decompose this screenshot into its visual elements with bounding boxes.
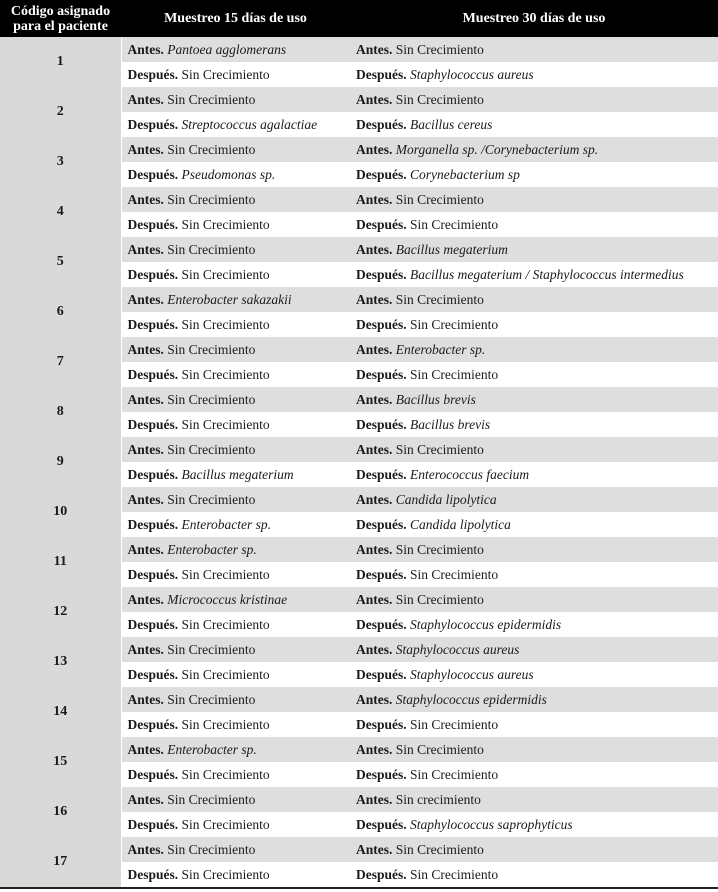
after-label: Después. [127, 416, 179, 432]
result-text: Enterobacter sp. [167, 541, 257, 557]
cell-30-days-before [350, 237, 718, 262]
result-text: Sin Crecimiento [181, 666, 270, 682]
result-text: Sin Crecimiento [181, 366, 270, 382]
before-label: Antes. [127, 491, 164, 507]
after-label: Después. [356, 766, 407, 782]
patient-code: 8 [0, 387, 121, 437]
table-row [0, 387, 718, 412]
patient-code: 4 [0, 187, 121, 237]
after-label: Después. [356, 516, 407, 532]
result-text: Sin Crecimiento [181, 716, 270, 732]
after-label: Después. [127, 666, 179, 682]
result-text: Sin Crecimiento [181, 766, 270, 782]
table-row [0, 87, 718, 112]
result-text: Bacillus megaterium [395, 241, 508, 257]
cell-30-days-before [350, 637, 718, 662]
cell-15-days-before [121, 87, 350, 112]
cell-30-days-after [350, 712, 718, 737]
cell-30-days-after [350, 162, 718, 187]
cell-15-days-before [121, 837, 350, 862]
after-label: Después. [356, 466, 407, 482]
cell-30-days-before [350, 437, 718, 462]
after-label: Después. [356, 316, 407, 332]
result-text: Staphylococcus aureus [410, 66, 534, 82]
after-label: Después. [356, 416, 407, 432]
cell-30-days-before [350, 387, 718, 412]
after-label: Después. [127, 216, 179, 232]
after-label: Después. [356, 716, 407, 732]
cell-30-days-before [350, 837, 718, 862]
cell-30-days-before [350, 337, 718, 362]
before-label: Antes. [127, 791, 164, 807]
after-label: Después. [127, 616, 179, 632]
result-text: Sin Crecimiento [167, 191, 256, 207]
after-label: Después. [127, 816, 179, 832]
after-label: Después. [356, 116, 407, 132]
cell-30-days-after [350, 362, 718, 387]
result-text: Enterobacter sp. [395, 341, 486, 357]
cell-30-days-after [350, 512, 718, 537]
result-text: Sin Crecimiento [167, 91, 256, 107]
result-text: Sin Crecimiento [167, 241, 256, 257]
before-label: Antes. [127, 691, 164, 707]
before-label: Antes. [356, 591, 393, 607]
after-label: Después. [356, 366, 407, 382]
cell-15-days-before [121, 537, 350, 562]
table-row [0, 737, 718, 762]
before-label: Antes. [127, 541, 164, 557]
cell-15-days-before [121, 737, 350, 762]
before-label: Antes. [356, 191, 393, 207]
cell-15-days-after [121, 612, 350, 637]
cell-30-days-after [350, 412, 718, 437]
cell-30-days-after [350, 662, 718, 687]
table-body [0, 37, 718, 888]
after-label: Después. [127, 116, 179, 132]
result-text: Sin Crecimiento [395, 291, 484, 307]
result-text: Sin Crecimiento [181, 266, 270, 282]
before-label: Antes. [356, 541, 393, 557]
table-row [0, 837, 718, 862]
result-text: Enterobacter sakazakii [167, 291, 292, 307]
result-text: Candida lipolytica [395, 491, 497, 507]
cell-30-days-after [350, 112, 718, 137]
table-row [0, 687, 718, 712]
before-label: Antes. [356, 791, 393, 807]
cell-15-days-after [121, 62, 350, 87]
result-text: Sin Crecimiento [410, 866, 499, 882]
cell-30-days-before [350, 587, 718, 612]
before-label: Antes. [356, 341, 393, 357]
header-15-days: Muestreo 15 días de uso [121, 0, 350, 37]
cell-15-days-before [121, 237, 350, 262]
table-row [0, 587, 718, 612]
patient-code: 6 [0, 287, 121, 337]
result-text: Sin Crecimiento [167, 141, 256, 157]
result-text: Sin Crecimiento [167, 791, 256, 807]
cell-15-days-after [121, 812, 350, 837]
patient-code: 2 [0, 87, 121, 137]
before-label: Antes. [127, 241, 164, 257]
result-text: Sin Crecimiento [395, 541, 484, 557]
before-label: Antes. [127, 641, 164, 657]
cell-30-days-after [350, 312, 718, 337]
before-label: Antes. [356, 441, 393, 457]
result-text: Sin Crecimiento [410, 316, 499, 332]
patient-code: 10 [0, 487, 121, 537]
cell-30-days-after [350, 462, 718, 487]
patient-code: 13 [0, 637, 121, 687]
before-label: Antes. [127, 291, 164, 307]
result-text: Sin Crecimiento [167, 391, 256, 407]
result-text: Bacillus brevis [395, 391, 476, 407]
table-header [0, 0, 718, 37]
before-label: Antes. [356, 41, 393, 57]
before-label: Antes. [356, 741, 393, 757]
result-text: Bacillus megaterium [181, 466, 294, 482]
after-label: Después. [127, 866, 179, 882]
patient-code: 17 [0, 837, 121, 888]
cell-15-days-after [121, 162, 350, 187]
result-text: Sin Crecimiento [410, 366, 499, 382]
result-text: Streptococcus agalactiae [181, 116, 318, 132]
cell-15-days-after [121, 462, 350, 487]
result-text: Sin Crecimiento [167, 641, 256, 657]
result-text: Enterobacter sp. [167, 741, 257, 757]
cell-30-days-after [350, 612, 718, 637]
patient-code: 15 [0, 737, 121, 787]
result-text: Corynebacterium sp [410, 166, 520, 182]
cell-30-days-before [350, 137, 718, 162]
result-text: Sin Crecimiento [181, 866, 270, 882]
result-text: Sin Crecimiento [167, 441, 256, 457]
patient-code: 7 [0, 337, 121, 387]
cell-30-days-before [350, 187, 718, 212]
after-label: Después. [356, 566, 407, 582]
cell-15-days-after [121, 662, 350, 687]
cell-15-days-before [121, 787, 350, 812]
cell-30-days-after [350, 862, 718, 888]
patient-code: 12 [0, 587, 121, 637]
result-text: Bacillus brevis [410, 416, 491, 432]
cell-15-days-before [121, 687, 350, 712]
result-text: Sin Crecimiento [395, 41, 484, 57]
patient-code: 9 [0, 437, 121, 487]
result-text: Sin Crecimiento [181, 566, 270, 582]
result-text: Sin Crecimiento [410, 716, 499, 732]
result-text: Sin Crecimiento [181, 816, 270, 832]
before-label: Antes. [127, 391, 164, 407]
table-row [0, 487, 718, 512]
after-label: Después. [127, 316, 179, 332]
cell-30-days-after [350, 562, 718, 587]
after-label: Después. [356, 616, 407, 632]
before-label: Antes. [356, 491, 393, 507]
after-label: Después. [356, 666, 407, 682]
cell-30-days-before [350, 487, 718, 512]
patient-code: 3 [0, 137, 121, 187]
table-row [0, 187, 718, 212]
before-label: Antes. [356, 291, 393, 307]
after-label: Después. [127, 366, 179, 382]
before-label: Antes. [356, 641, 393, 657]
result-text: Sin Crecimiento [181, 216, 270, 232]
cell-30-days-before [350, 737, 718, 762]
cell-15-days-after [121, 212, 350, 237]
cell-15-days-before [121, 37, 350, 62]
result-text: Sin Crecimiento [410, 216, 499, 232]
table-row [0, 287, 718, 312]
result-text: Pantoea agglomerans [167, 41, 287, 57]
before-label: Antes. [356, 691, 393, 707]
result-text: Sin Crecimiento [167, 341, 256, 357]
cell-15-days-after [121, 312, 350, 337]
cell-15-days-after [121, 712, 350, 737]
result-text: Sin Crecimiento [395, 741, 484, 757]
cell-15-days-before [121, 287, 350, 312]
cell-30-days-after [350, 212, 718, 237]
result-text: Sin Crecimiento [181, 66, 270, 82]
result-text: Sin Crecimiento [395, 591, 484, 607]
before-label: Antes. [127, 141, 164, 157]
cell-15-days-after [121, 362, 350, 387]
header-patient-code: Código asignado para el paciente [0, 0, 121, 37]
result-text: Bacillus megaterium / Staphylococcus intermedius [410, 266, 684, 282]
table-row [0, 437, 718, 462]
after-label: Después. [127, 716, 179, 732]
before-label: Antes. [127, 41, 164, 57]
after-label: Después. [127, 266, 179, 282]
result-text: Morganella sp. /Corynebacterium sp. [395, 141, 599, 157]
cell-15-days-before [121, 187, 350, 212]
result-text: Sin crecimiento [395, 791, 481, 807]
patient-code: 1 [0, 37, 121, 87]
cell-30-days-before [350, 287, 718, 312]
patient-code: 14 [0, 687, 121, 737]
cell-30-days-before [350, 37, 718, 62]
result-text: Sin Crecimiento [167, 691, 256, 707]
table-row [0, 337, 718, 362]
after-label: Después. [127, 766, 179, 782]
cell-15-days-after [121, 562, 350, 587]
cell-30-days-before [350, 537, 718, 562]
cell-15-days-after [121, 112, 350, 137]
result-text: Enterococcus faecium [410, 466, 530, 482]
result-text: Sin Crecimiento [410, 766, 499, 782]
after-label: Después. [127, 66, 179, 82]
after-label: Después. [356, 216, 407, 232]
result-text: Bacillus cereus [410, 116, 493, 132]
patient-code: 16 [0, 787, 121, 837]
before-label: Antes. [356, 391, 393, 407]
result-text: Sin Crecimiento [181, 316, 270, 332]
cell-15-days-after [121, 862, 350, 888]
after-label: Después. [127, 466, 179, 482]
result-text: Pseudomonas sp. [181, 166, 276, 182]
result-text: Staphylococcus aureus [410, 666, 534, 682]
table-row [0, 237, 718, 262]
result-text: Sin Crecimiento [395, 441, 484, 457]
after-label: Después. [356, 866, 407, 882]
header-30-days: Muestreo 30 días de uso [350, 0, 718, 37]
cell-15-days-before [121, 437, 350, 462]
table-row [0, 787, 718, 812]
before-label: Antes. [127, 841, 164, 857]
result-text: Staphylococcus epidermidis [410, 616, 562, 632]
after-label: Después. [356, 266, 407, 282]
after-label: Después. [356, 166, 407, 182]
before-label: Antes. [127, 341, 164, 357]
before-label: Antes. [356, 841, 393, 857]
cell-15-days-after [121, 512, 350, 537]
table-row [0, 37, 718, 62]
result-text: Sin Crecimiento [395, 841, 484, 857]
table-row [0, 537, 718, 562]
result-text: Sin Crecimiento [410, 566, 499, 582]
cell-30-days-before [350, 87, 718, 112]
cell-15-days-before [121, 337, 350, 362]
cell-15-days-after [121, 762, 350, 787]
result-text: Sin Crecimiento [395, 191, 484, 207]
cell-15-days-before [121, 637, 350, 662]
after-label: Después. [356, 816, 407, 832]
after-label: Después. [127, 166, 179, 182]
table-row [0, 137, 718, 162]
result-text: Staphylococcus saprophyticus [410, 816, 573, 832]
before-label: Antes. [127, 191, 164, 207]
cell-15-days-before [121, 387, 350, 412]
result-text: Sin Crecimiento [167, 491, 256, 507]
result-text: Sin Crecimiento [395, 91, 484, 107]
cell-30-days-before [350, 787, 718, 812]
cell-15-days-after [121, 262, 350, 287]
after-label: Después. [127, 566, 179, 582]
result-text: Micrococcus kristinae [167, 591, 288, 607]
result-text: Enterobacter sp. [181, 516, 271, 532]
result-text: Sin Crecimiento [167, 841, 256, 857]
result-text: Staphylococcus epidermidis [395, 691, 547, 707]
before-label: Antes. [356, 91, 393, 107]
cell-15-days-before [121, 137, 350, 162]
after-label: Después. [127, 516, 179, 532]
cell-15-days-before [121, 587, 350, 612]
result-text: Sin Crecimiento [181, 416, 270, 432]
result-text: Candida lipolytica [410, 516, 511, 532]
before-label: Antes. [127, 591, 164, 607]
cell-15-days-after [121, 412, 350, 437]
before-label: Antes. [356, 141, 393, 157]
cell-15-days-before [121, 487, 350, 512]
before-label: Antes. [127, 91, 164, 107]
cell-30-days-after [350, 262, 718, 287]
after-label: Después. [356, 66, 407, 82]
patient-code: 11 [0, 537, 121, 587]
before-label: Antes. [127, 741, 164, 757]
result-text: Sin Crecimiento [181, 616, 270, 632]
before-label: Antes. [356, 241, 393, 257]
cell-30-days-after [350, 812, 718, 837]
table-row [0, 637, 718, 662]
cell-30-days-before [350, 687, 718, 712]
before-label: Antes. [127, 441, 164, 457]
result-text: Staphylococcus aureus [395, 641, 520, 657]
patient-code: 5 [0, 237, 121, 287]
cell-30-days-after [350, 62, 718, 87]
cell-30-days-after [350, 762, 718, 787]
